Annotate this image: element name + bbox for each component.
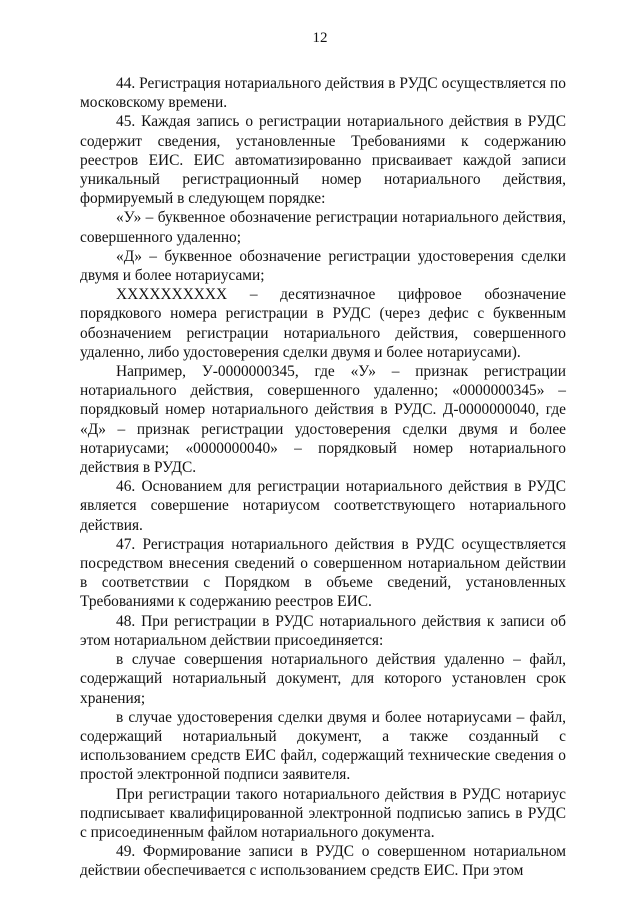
paragraph-45-u-letter: «У» – буквенное обозначение регистрации нотариального действия, совершенного удаленно; [80,209,566,246]
paragraph-45-d-letter: «Д» – буквенное обозначение регистрации удостоверения сделки двумя и более нотариусами; [80,247,566,285]
paragraph-44: 44. Регистрация нотариального действия в РУДС осуществляется по московскому времени. [80,75,566,112]
paragraph-45-number-format: ХХХХХХХХХХ – десятизначное цифровое обозначение порядкового номера регистрации в РУДС (через дефис с буквенным обозначением регистрации нотариального действия, совершенного удаленно, либо удостоверения сделки двумя и более нотариусами). [80,286,566,361]
document-body [80,74,566,881]
paragraph-45-example: Например, У-0000000345, где «У» – признак регистрации нотариального действия, совершенного удаленно; «0000000345» – порядковый номер нотариального действия в РУДС. Д-0000000040, где «Д» – признак регистрации удостоверения сделки двумя и более нотариусами; «0000000040» – порядковый номер нотариального действия в РУДС. [80,363,566,477]
paragraph-46: 46. Основанием для регистрации нотариального действия в РУДС является совершение нотариусом соответствующего нотариального действия. [80,478,566,534]
paragraph-48-multi-notary: в случае удостоверения сделки двумя и более нотариусами – файл, содержащий нотариальный документ, а также созданный с использованием средств ЕИС файл, содержащий технические сведения о простой электронной подписи заявителя. [80,708,566,784]
paragraph-48-signature: При регистрации такого нотариального действия в РУДС нотариус подписывает квалифицированной электронной подписью запись в РУДС с присоединенным файлом нотариального документа. [80,785,566,841]
paragraph-49: 49. Формирование записи в РУДС о совершенном нотариальном действии обеспечивается с использованием средств ЕИС. При этом [80,843,566,880]
page-number: 12 [312,30,328,46]
paragraph-47: 47. Регистрация нотариального действия в РУДС осуществляется посредством внесения сведений о совершенном нотариальном действии в соответствии с Порядком в объеме сведений, установленных Требованиями к содержанию реестров ЕИС. [80,535,566,611]
paragraph-48-remote: в случае совершения нотариального действия удаленно – файл, содержащий нотариальный документ, для которого установлен срок хранения; [80,651,566,707]
paragraph-48: 48. При регистрации в РУДС нотариального действия к записи об этом нотариальном действии присоединяется: [80,612,566,649]
paragraph-45: 45. Каждая запись о регистрации нотариального действия в РУДС содержит сведения, установленные Требованиями к содержанию реестров ЕИС. ЕИС автоматизированно присваивает каждой записи уникальный регистрационный номер нотариального действия, формируемый в следующем порядке: [80,113,566,208]
